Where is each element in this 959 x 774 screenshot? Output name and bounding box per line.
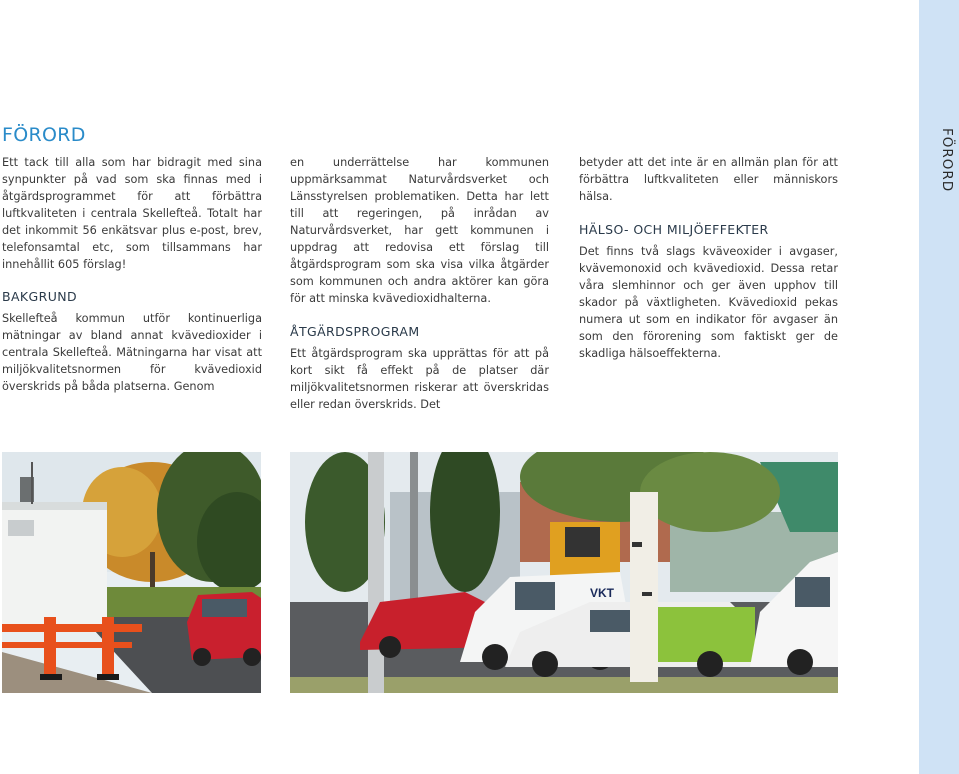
photo-measurement-station	[2, 452, 261, 693]
page-title: FÖRORD	[2, 124, 86, 146]
side-tab-label: FÖRORD	[939, 128, 955, 193]
bakgrund-heading: BAKGRUND	[2, 289, 78, 304]
continuation-paragraph-2: betyder att det inte är en allmän plan för att förbättra luftkvaliteten eller människors hälsa.	[579, 156, 838, 203]
bakgrund-paragraph: Skellefteå kommun utför kontinuerliga mätningar av bland annat kvävedioxider i centrala Skellefteå. Mätningarna har visat att miljökvalitetsnormen för kvävedioxid överskrids på båda platserna. Genom	[2, 312, 262, 393]
halso-paragraph: Det finns två slags kväveoxider i avgaser, kvävemonoxid och kvävedioxid. Dessa retar våra slemhinnor och ger även upphov till skador på växtligheten. Kvävedioxid pekas numera ut som en indikator för avgaser än som den förorening som faktiskt ger de skadliga hälsoeffekterna.	[579, 245, 838, 360]
side-tab	[919, 0, 959, 774]
intro-paragraph: Ett tack till alla som har bidragit med sina synpunkter på vad som ska finnas med i åtgärdsprogrammet för att förbättra luftkvaliteten i centrala Skellefteå. Totalt har det inkommit 56 enkätsvar plus e-post, brev, telefonsamtal etc, som tillsammans har innehållit 605 förslag!	[2, 156, 262, 271]
photo-street-traffic	[290, 452, 838, 693]
column-1	[2, 124, 262, 395]
column-2	[290, 154, 549, 413]
atgardsprogram-heading: ÅTGÄRDSPROGRAM	[290, 324, 420, 339]
atgardsprogram-paragraph: Ett åtgärdsprogram ska upprättas för att på kort sikt få effekt på de platser där miljökvalitetsnormen riskerar att överskridas eller redan överskrids. Det	[290, 347, 549, 411]
van-logo-text: VKT	[590, 586, 614, 600]
continuation-paragraph: en underrättelse har kommunen uppmärksammat Naturvårdsverket och Länsstyrelsen problematiken. Detta har lett till att regeringen, på inrådan av Naturvårdsverket, har gett kommunen i uppdrag att redovisa ett förslag till åtgärdsprogram som ska visa vilka åtgärder som kommunen och andra aktörer kan göra för att minska kvävedioxidhalterna.	[290, 156, 549, 305]
column-3	[579, 154, 838, 362]
halso-heading: HÄLSO- OCH MILJÖEFFEKTER	[579, 222, 769, 237]
